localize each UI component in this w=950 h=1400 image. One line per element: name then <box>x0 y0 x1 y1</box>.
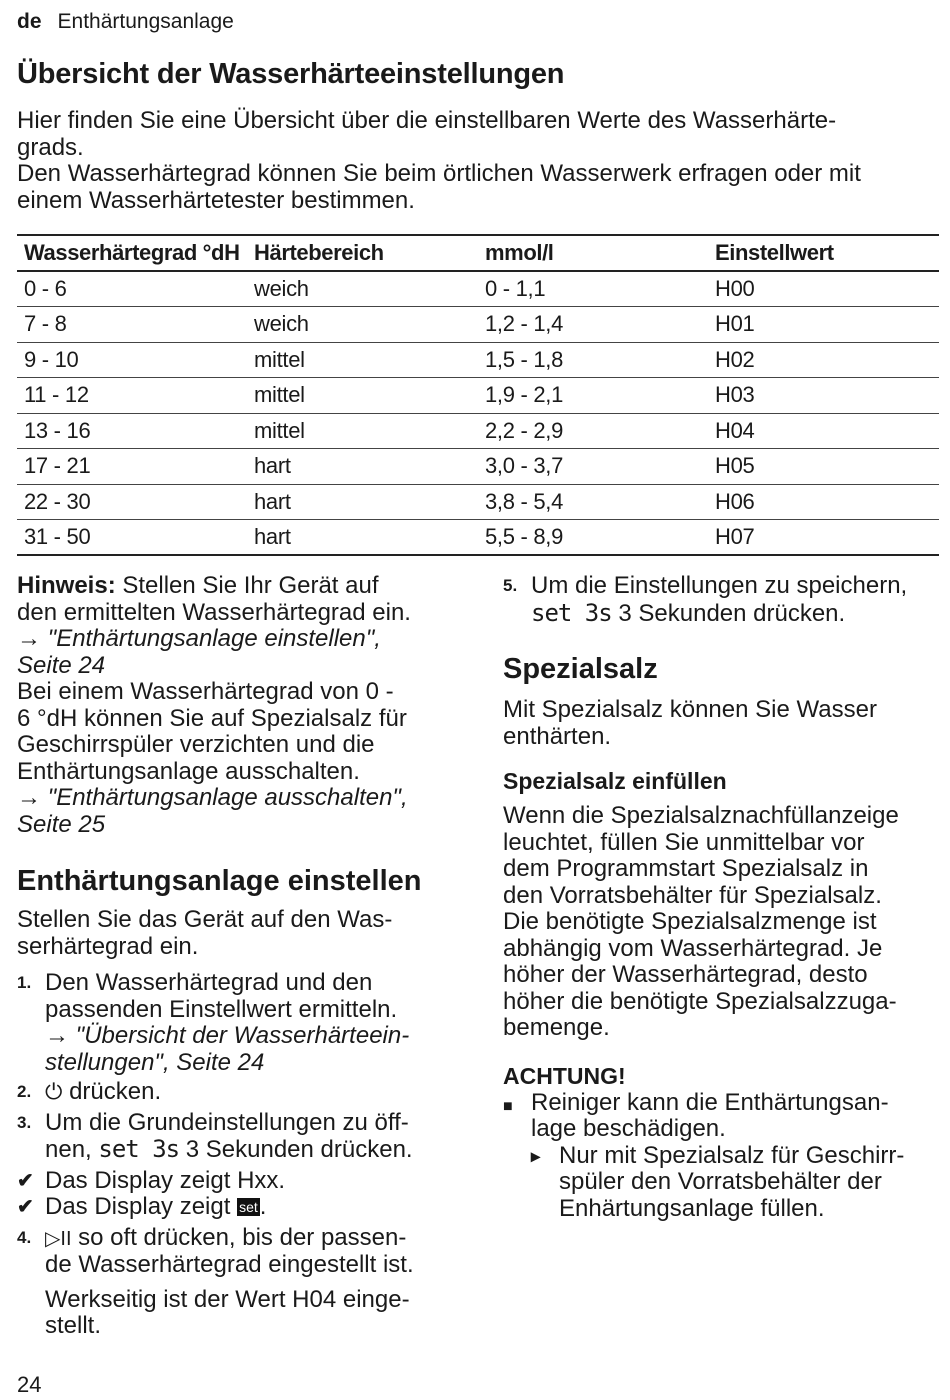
step-4 <box>17 1225 457 1340</box>
cross-reference-link[interactable]: stellungen", Seite 24 <box>45 1048 265 1076</box>
table-cell: H06 <box>708 484 939 520</box>
table-cell: H01 <box>708 307 939 343</box>
step-text: nen, <box>45 1136 99 1163</box>
step-text: passenden Einstellwert ermitteln. <box>45 995 398 1023</box>
table-cell: 11 - 12 <box>17 378 247 414</box>
section-heading: Enthärtungsanlage einstellen <box>17 865 422 897</box>
result-2 <box>17 1194 457 1221</box>
table-cell: 5,5 - 8,9 <box>478 520 708 556</box>
table-cell: weich <box>247 271 478 307</box>
hint-text: Enthärtungsanlage ausschalten. <box>17 757 360 785</box>
table-row <box>17 378 939 414</box>
step-number: 4. <box>17 1227 32 1247</box>
table-cell: 31 - 50 <box>17 520 247 556</box>
result-text: Das Display zeigt Hxx. <box>45 1166 286 1194</box>
table-cell: 13 - 16 <box>17 413 247 449</box>
table-cell: hart <box>247 449 478 485</box>
step-text: 3 Sekunden drücken. <box>179 1136 413 1163</box>
paragraph-line: abhängig vom Wasserhärtegrad. Je <box>503 934 883 962</box>
step-text: drücken. <box>62 1078 162 1105</box>
intro-line: grads. <box>17 133 84 161</box>
check-icon: ✔ <box>17 1196 34 1218</box>
intro-line: Hier finden Sie eine Übersicht über die einstellbaren Werte des Wasserhärte- <box>17 107 837 134</box>
step-5 <box>503 573 943 627</box>
hint-text: Stellen Sie Ihr Gerät auf <box>115 572 379 599</box>
paragraph-line: den Vorratsbehälter für Spezialsalz. <box>503 881 882 909</box>
table-row <box>17 449 939 485</box>
paragraph-line: leuchtet, füllen Sie unmittelbar vor <box>503 828 865 856</box>
cross-reference-link[interactable]: → "Enthärtungsanlage ausschalten", <box>17 784 408 811</box>
section-lead <box>503 697 943 750</box>
bullet-icon: ■ <box>503 1097 513 1115</box>
left-column <box>17 573 457 1340</box>
section-lead <box>17 907 457 960</box>
table-cell: H04 <box>708 413 939 449</box>
table-cell: mittel <box>247 413 478 449</box>
check-icon: ✔ <box>17 1169 34 1192</box>
arrow-icon: ▸ <box>531 1145 541 1166</box>
table-cell: 3,8 - 5,4 <box>478 484 708 520</box>
table-cell: 0 - 1,1 <box>478 271 708 307</box>
intro-line: Den Wasserhärtegrad können Sie beim örtlichen Wasserwerk erfragen oder mit <box>17 160 861 187</box>
step-number: 1. <box>17 973 32 992</box>
cross-reference-link[interactable]: → "Übersicht der Wasserhärteein- <box>45 1022 410 1049</box>
table-cell: 2,2 - 2,9 <box>478 413 708 449</box>
step-number: 5. <box>503 576 518 595</box>
paragraph-line: höher der Wasserhärtegrad, desto <box>503 961 868 988</box>
lead-text: Stellen Sie das Gerät auf den Was- <box>17 906 393 933</box>
set-3s-key: set 3s <box>98 1135 180 1163</box>
table-row <box>17 307 939 343</box>
instruction-text: Nur mit Spezialsalz für Geschirr- <box>559 1141 905 1169</box>
result-text: . <box>259 1193 267 1220</box>
result-1 <box>17 1168 457 1195</box>
lead-text: serhärtegrad ein. <box>17 932 199 960</box>
warning-bullet <box>503 1090 943 1223</box>
column-header: Wasserhärtegrad °dH <box>17 235 247 271</box>
cross-reference-link[interactable]: Seite 25 <box>17 810 106 838</box>
step-text: Um die Einstellungen zu speichern, <box>531 572 908 599</box>
table-cell: H07 <box>708 520 939 556</box>
step-note: stellt. <box>45 1312 102 1339</box>
table-cell: 1,9 - 2,1 <box>478 378 708 414</box>
step-note: Werkseitig ist der Wert H04 einge- <box>45 1285 410 1313</box>
cross-reference-link[interactable]: Seite 24 <box>17 651 106 679</box>
table-cell: 3,0 - 3,7 <box>478 449 708 485</box>
bullet-text: lage beschädigen. <box>531 1115 726 1142</box>
column-header: mmol/l <box>478 235 708 271</box>
column-header: Härtebereich <box>247 235 478 271</box>
table-cell: 17 - 21 <box>17 449 247 485</box>
step-text: Um die Grundeinstellungen zu öff- <box>45 1108 409 1136</box>
paragraph-line: dem Programmstart Spezialsalz in <box>503 855 869 882</box>
table-cell: hart <box>247 484 478 520</box>
step-number: 3. <box>17 1112 32 1132</box>
table-cell: H03 <box>708 378 939 414</box>
intro-line: einem Wasserhärtetester bestimmen. <box>17 186 415 214</box>
step-text: de Wasserhärtegrad eingestellt ist. <box>45 1251 414 1278</box>
step-text: so oft drücken, bis der passen- <box>71 1223 407 1251</box>
warning-heading: ACHTUNG! <box>503 1062 626 1089</box>
hint-text: 6 °dH können Sie auf Spezialsalz für <box>17 704 407 732</box>
table-cell: mittel <box>247 378 478 414</box>
table-cell: 1,2 - 1,4 <box>478 307 708 343</box>
table-cell: H05 <box>708 449 939 485</box>
paragraph-line: Die benötigte Spezialsalzmenge ist <box>503 908 877 935</box>
set-display-icon: set <box>239 1199 258 1215</box>
lead-text: enthärten. <box>503 722 612 750</box>
water-hardness-table <box>17 234 939 556</box>
section-heading: Spezialsalz <box>503 653 658 685</box>
play-pause-icon: ▷II <box>45 1227 72 1250</box>
table-cell: 0 - 6 <box>17 271 247 307</box>
step-3 <box>17 1110 457 1164</box>
hint-text: Bei einem Wasserhärtegrad von 0 - <box>17 678 394 705</box>
page-title: Übersicht der Wasserhärteeinstellungen <box>17 58 565 90</box>
instruction-text: Enhärtungsanlage füllen. <box>559 1194 825 1222</box>
section-title: Enthärtungsanlage <box>57 10 234 33</box>
table-row <box>17 342 939 378</box>
table-cell: weich <box>247 307 478 343</box>
power-icon: ⏻ <box>45 1079 63 1104</box>
page-number: 24 <box>17 1372 42 1397</box>
lead-text: Mit Spezialsalz können Sie Wasser <box>503 696 877 723</box>
table-row <box>17 413 939 449</box>
column-header: Einstellwert <box>708 235 939 271</box>
result-text: Das Display zeigt <box>45 1193 238 1220</box>
subsection-heading: Spezialsalz einfüllen <box>503 768 727 794</box>
table-cell: hart <box>247 520 478 556</box>
table-row <box>17 484 939 520</box>
table-row <box>17 271 939 307</box>
table-cell: 9 - 10 <box>17 342 247 378</box>
intro-text <box>17 108 942 214</box>
table-cell: 22 - 30 <box>17 484 247 520</box>
language-tag: de <box>17 10 42 33</box>
hint-label: Hinweis: <box>17 572 116 599</box>
step-2 <box>17 1079 457 1106</box>
bullet-text: Reiniger kann die Enthärtungsan- <box>531 1088 889 1116</box>
paragraph-line: bemenge. <box>503 1014 610 1041</box>
step-1 <box>17 970 457 1076</box>
instruction-text: spüler den Vorratsbehälter der <box>559 1168 882 1195</box>
set-3s-key: set 3s <box>531 598 612 627</box>
step-text: Den Wasserhärtegrad und den <box>45 969 373 996</box>
instruction-item <box>531 1143 943 1223</box>
step-number: 2. <box>17 1082 32 1101</box>
table-cell: H00 <box>708 271 939 307</box>
paragraph-line: höher die benötigte Spezialsalzzuga- <box>503 987 897 1015</box>
table-row <box>17 520 939 556</box>
cross-reference-link[interactable]: → "Enthärtungsanlage einstellen", <box>17 625 381 652</box>
salt-paragraph <box>503 803 943 1042</box>
page-header <box>17 10 234 34</box>
table-cell: 7 - 8 <box>17 307 247 343</box>
table-cell: H02 <box>708 342 939 378</box>
hint-text: Geschirrspüler verzichten und die <box>17 731 375 758</box>
right-column <box>503 573 943 1222</box>
hint-text: den ermittelten Wasserhärtegrad ein. <box>17 598 411 626</box>
table-cell: mittel <box>247 342 478 378</box>
step-text: 3 Sekunden drücken. <box>611 599 846 627</box>
hint-note <box>17 573 457 838</box>
table-header-row <box>17 235 939 271</box>
table-cell: 1,5 - 1,8 <box>478 342 708 378</box>
paragraph-line: Wenn die Spezialsalznachfüllanzeige <box>503 802 899 829</box>
